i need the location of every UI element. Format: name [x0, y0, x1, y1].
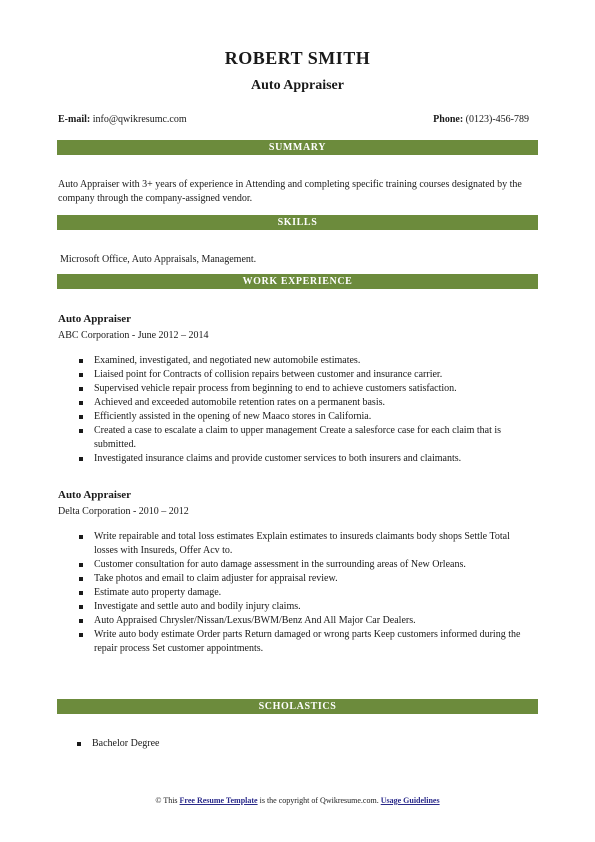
- phone-label: Phone:: [433, 114, 464, 125]
- list-item: Created a case to escalate a claim to upper management Create a salesforce case for each claim that is submitted.: [94, 424, 534, 452]
- list-item: Liaised point for Contracts of collision repairs between customer and insurance carrier.: [94, 368, 534, 382]
- footer-prefix: © This: [155, 796, 180, 805]
- job-2-bullets: [94, 530, 534, 656]
- list-item: Write auto body estimate Order parts Return damaged or wrong parts Keep customers informed during the repair process Set customer appointments.: [94, 628, 534, 656]
- list-item: Examined, investigated, and negotiated new automobile estimates.: [94, 354, 534, 368]
- list-item: Estimate auto property damage.: [94, 586, 534, 600]
- footer: [0, 796, 595, 805]
- email-label: E-mail:: [58, 114, 91, 125]
- job-1-bullets: [94, 354, 534, 466]
- job-1-company: ABC Corporation - June 2012 – 2014: [58, 330, 209, 341]
- skills-section-header: SKILLS: [57, 215, 538, 230]
- list-item: Bachelor Degree: [92, 737, 532, 751]
- list-item: Achieved and exceeded automobile retention rates on a permanent basis.: [94, 396, 534, 410]
- list-item: Supervised vehicle repair process from beginning to end to achieve customers satisfaction.: [94, 382, 534, 396]
- list-item: Take photos and email to claim adjuster for appraisal review.: [94, 572, 534, 586]
- work-experience-section-header: WORK EXPERIENCE: [57, 274, 538, 289]
- job-2-title: Auto Appraiser: [58, 489, 132, 501]
- job-1-title: Auto Appraiser: [58, 313, 132, 325]
- scholastics-section-header: SCHOLASTICS: [57, 699, 538, 714]
- job-2-company: Delta Corporation - 2010 – 2012: [58, 506, 189, 517]
- summary-section-header: SUMMARY: [57, 140, 538, 155]
- list-item: Auto Appraised Chrysler/Nissan/Lexus/BWM/Benz And All Major Car Dealers.: [94, 614, 534, 628]
- email-value[interactable]: info@qwikresumc.com: [92, 114, 187, 125]
- candidate-name: ROBERT SMITH: [224, 48, 371, 68]
- scholastics-list: [92, 737, 532, 751]
- list-item: Investigate and settle auto and bodily injury claims.: [94, 600, 534, 614]
- list-item: Write repairable and total loss estimates Explain estimates to insureds claimants body shops Settle Total losses with Insureds, Offer Acv to.: [94, 530, 534, 558]
- phone-value: (0123)-456-789: [465, 114, 529, 125]
- job-title-heading: Auto Appraiser: [251, 78, 344, 93]
- list-item: Investigated insurance claims and provide customer services to both insurers and claimants.: [94, 452, 534, 466]
- list-item: Customer consultation for auto damage assessment in the surrounding areas of New Orleans.: [94, 558, 534, 572]
- phone-line: [433, 114, 529, 125]
- email-line: [58, 114, 187, 125]
- skills-text: Microsoft Office, Auto Appraisals, Management.: [60, 254, 257, 265]
- free-resume-template-link[interactable]: Free Resume Template: [179, 796, 258, 805]
- list-item: Efficiently assisted in the opening of new Maaco stores in California.: [94, 410, 534, 424]
- summary-text: Auto Appraiser with 3+ years of experience in Attending and completing specific training courses designated by the company through the company-assigned vendor.: [58, 179, 522, 204]
- usage-guidelines-link[interactable]: Usage Guidelines: [380, 796, 440, 805]
- footer-middle: is the copyright of Qwikresume.com.: [257, 796, 381, 805]
